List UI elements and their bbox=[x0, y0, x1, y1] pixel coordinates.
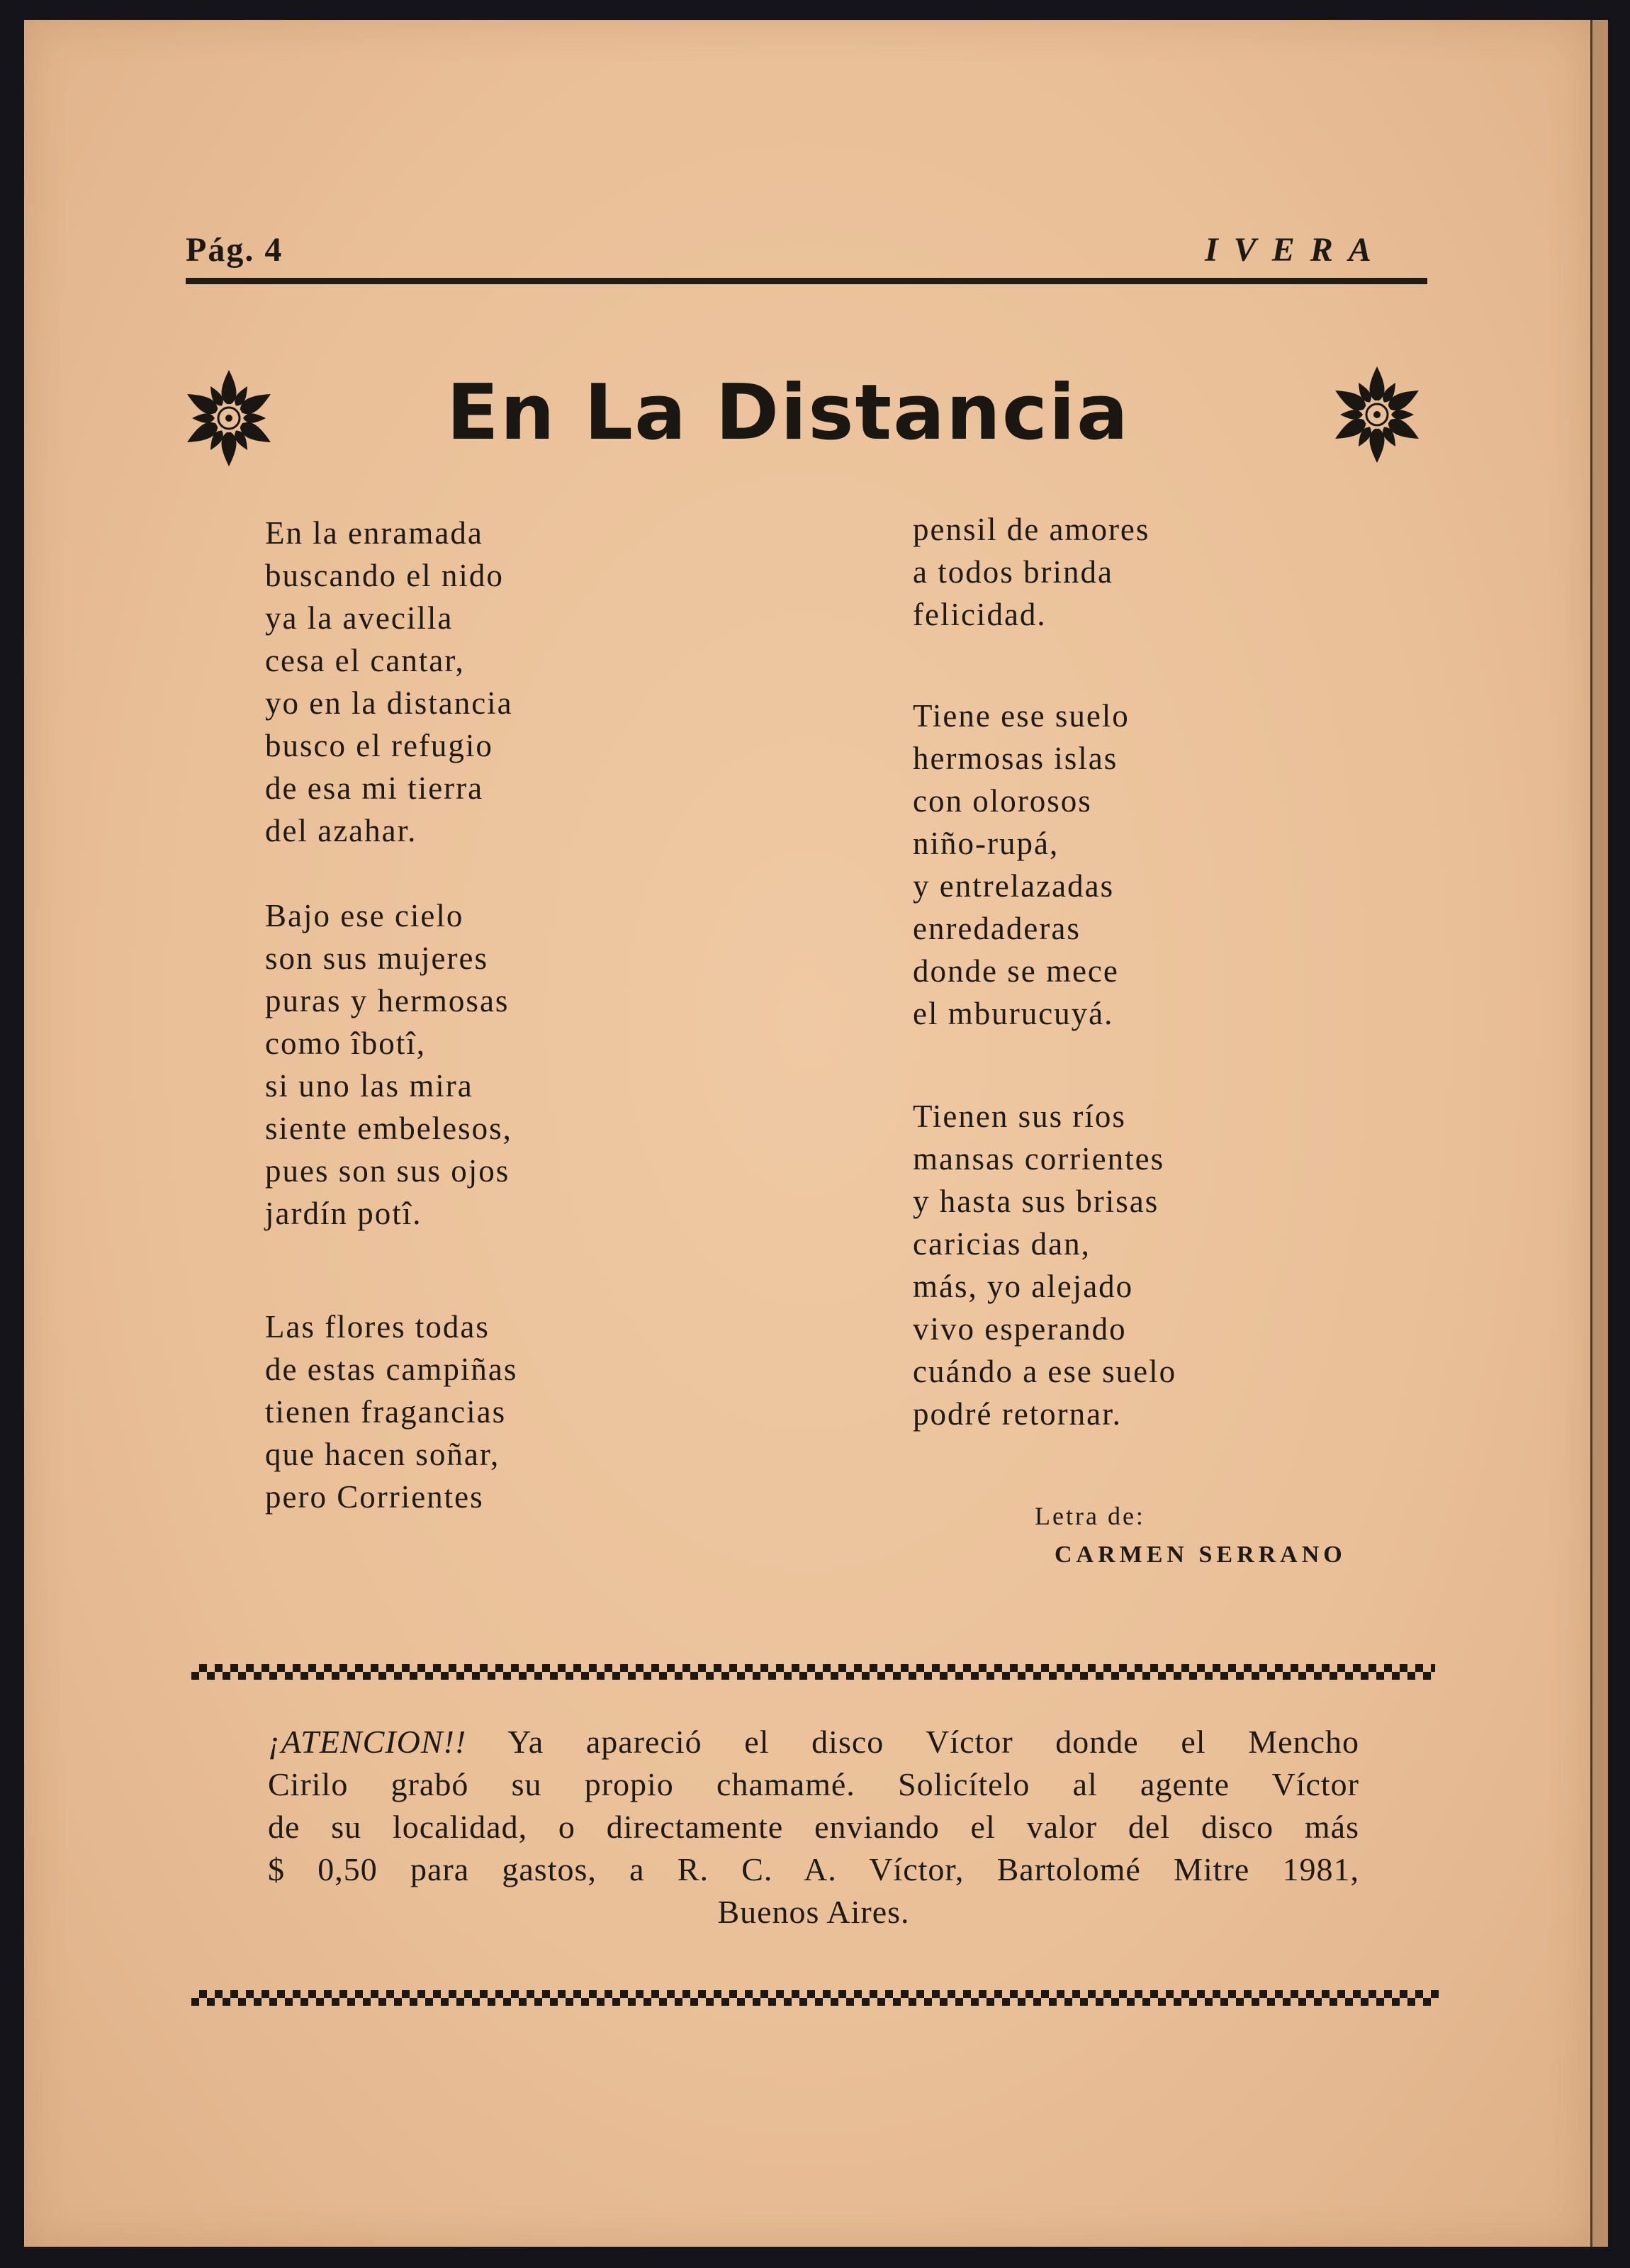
poem-line: pero Corrientes bbox=[265, 1479, 484, 1515]
poem-line: pensil de amores bbox=[913, 512, 1150, 547]
poem-line: cesa el cantar, bbox=[265, 643, 465, 678]
notice-line-4: $ 0,50 para gastos, a R. C. A. Víctor, Bartolomé Mitre 1981, bbox=[268, 1851, 1359, 1887]
credit-label: Letra de: bbox=[1035, 1502, 1145, 1530]
poem-line: a todos brinda bbox=[913, 554, 1113, 590]
poem-line: En la enramada bbox=[265, 515, 483, 551]
poem-stanza-4 bbox=[913, 508, 1150, 636]
poem-line: yo en la distancia bbox=[265, 685, 513, 721]
poem-line: y entrelazadas bbox=[913, 868, 1115, 904]
notice-line-3: de su localidad, o directamente enviando el valor del disco más bbox=[268, 1809, 1359, 1845]
notice-attention: ¡ATENCION!! bbox=[268, 1724, 467, 1760]
notice-line-1 bbox=[268, 1721, 1359, 1763]
poem-line: si uno las mira bbox=[265, 1068, 473, 1104]
poem-line: ya la avecilla bbox=[265, 600, 454, 636]
page-number: Pág. 4 bbox=[186, 231, 283, 269]
flower-ornament-icon bbox=[176, 365, 282, 471]
flower-ornament-icon bbox=[1324, 361, 1430, 468]
poem-line: busco el refugio bbox=[265, 728, 493, 763]
poem-line: Bajo ese cielo bbox=[265, 898, 464, 933]
notice-line-5: Buenos Aires. bbox=[717, 1894, 910, 1930]
poem-stanza-3 bbox=[265, 1306, 517, 1518]
poem-line: son sus mujeres bbox=[265, 941, 488, 976]
poem-title: En La Distancia bbox=[446, 369, 1130, 457]
poem-stanza-1 bbox=[265, 512, 513, 852]
poem-line: de esa mi tierra bbox=[265, 770, 484, 806]
poem-line: puras y hermosas bbox=[265, 983, 510, 1018]
notice-block bbox=[268, 1721, 1359, 1933]
poem-line: hermosas islas bbox=[913, 741, 1118, 776]
poem-line: del azahar. bbox=[265, 813, 417, 848]
poem-line: Tienen sus ríos bbox=[913, 1099, 1126, 1134]
poem-line: siente embelesos, bbox=[265, 1111, 512, 1146]
poem-line: felicidad. bbox=[913, 597, 1047, 632]
notice-text: Ya apareció el disco Víctor donde el Mencho bbox=[507, 1724, 1359, 1760]
poem-line: Tiene ese suelo bbox=[913, 698, 1130, 734]
poem-line: vivo esperando bbox=[913, 1311, 1127, 1347]
poem-line: buscando el nido bbox=[265, 558, 504, 593]
header-divider bbox=[186, 278, 1427, 284]
poem-stanza-2 bbox=[265, 894, 512, 1235]
poem-line: con olorosos bbox=[913, 783, 1092, 819]
poem-line: cuándo a ese suelo bbox=[913, 1354, 1177, 1389]
poem-line: el mburucuyá. bbox=[913, 996, 1114, 1031]
poem-stanza-5 bbox=[913, 695, 1130, 1035]
poem-line: como îbotî, bbox=[265, 1026, 426, 1061]
poem-line: de estas campiñas bbox=[265, 1352, 518, 1387]
poem-line: podré retornar. bbox=[913, 1396, 1122, 1432]
poem-line: jardín potî. bbox=[265, 1196, 422, 1231]
poem-line: donde se mece bbox=[913, 953, 1119, 989]
credit-author: CARMEN SERRANO bbox=[1055, 1542, 1347, 1568]
poem-line: enredaderas bbox=[913, 911, 1081, 946]
checkered-divider-bottom bbox=[191, 1990, 1439, 2006]
poem-line: mansas corrientes bbox=[913, 1141, 1165, 1177]
poem-line: Las flores todas bbox=[265, 1309, 490, 1344]
checkered-divider-top bbox=[191, 1664, 1435, 1680]
poem-line: pues son sus ojos bbox=[265, 1153, 510, 1189]
poem-stanza-6 bbox=[913, 1095, 1176, 1435]
poem-line: que hacen soñar, bbox=[265, 1437, 500, 1472]
page-spine-edge bbox=[1590, 20, 1608, 2247]
poem-line: niño-rupá, bbox=[913, 826, 1060, 861]
poem-line: y hasta sus brisas bbox=[913, 1184, 1159, 1219]
poem-line: más, yo alejado bbox=[913, 1269, 1134, 1304]
magazine-name: IVERA bbox=[1205, 231, 1387, 269]
poem-line: tienen fragancias bbox=[265, 1394, 507, 1430]
notice-line-2: Cirilo grabó su propio chamamé. Solicítelo al agente Víctor bbox=[268, 1766, 1359, 1802]
poem-line: caricias dan, bbox=[913, 1226, 1091, 1262]
